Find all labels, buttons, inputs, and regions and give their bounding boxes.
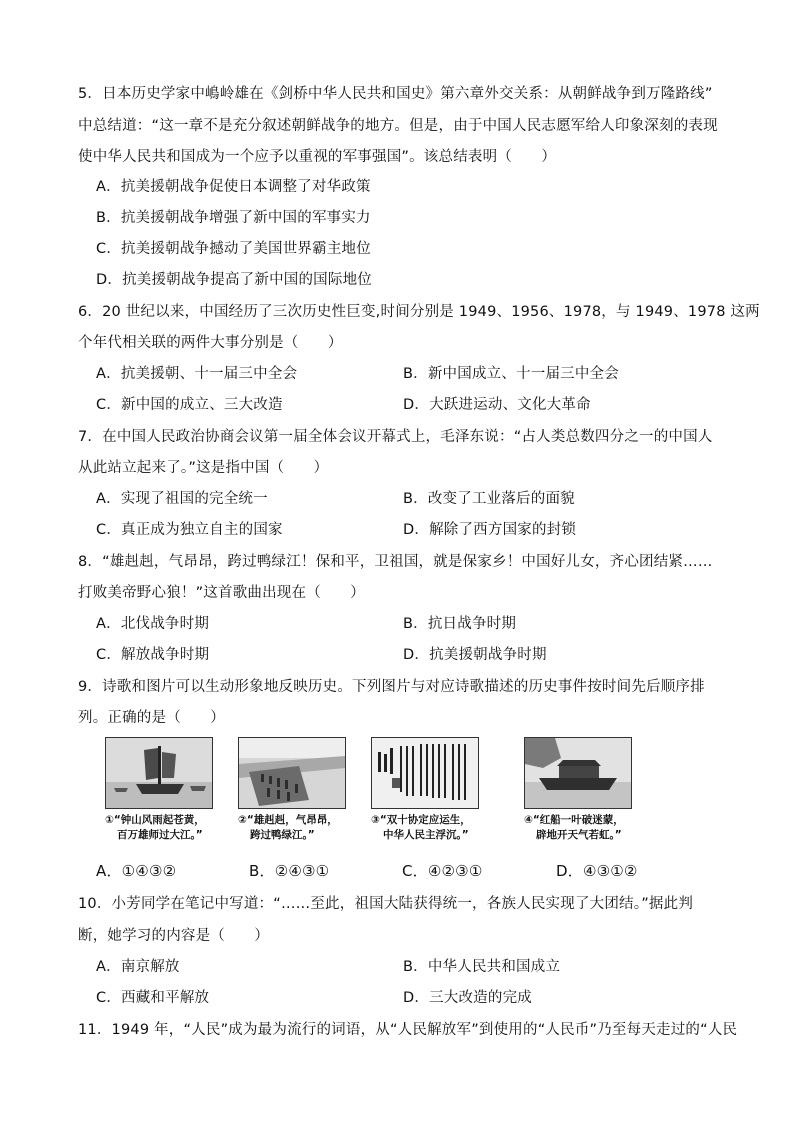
q5-option-b[interactable]: B．抗美援朝战争增强了新中国的军事实力	[96, 210, 371, 226]
q8-option-b[interactable]: B．抗日战争时期	[403, 616, 517, 632]
q5-option-a[interactable]: A．抗美援朝战争促使日本调整了对华政策	[96, 179, 371, 195]
q7-option-d[interactable]: D．解除了西方国家的封锁	[403, 522, 577, 538]
q7-stem-line1: 7．在中国人民政治协商会议第一届全体会议开幕式上，毛泽东说：“占人类总数四分之一的中国人	[78, 429, 713, 445]
q8-option-d[interactable]: D．抗美援朝战争时期	[403, 647, 547, 663]
q9-caption-3-line1: ③“双十协定应运生，	[371, 814, 471, 826]
q9-caption-2-line1: ②“雄赳赳，气昂昂，	[238, 814, 338, 826]
q9-option-a[interactable]: A．①④③②	[96, 862, 177, 880]
q11-stem-line1: 11．1949 年，“人民”成为最为流行的词语，从“人民解放军”到使用的“人民币”乃至每天走过的“人民	[78, 1022, 738, 1038]
q10-option-b[interactable]: B．中华人民共和国成立	[403, 959, 561, 975]
q9-caption-1-line2: 百万雄师过大江。”	[117, 829, 203, 841]
q8-option-a[interactable]: A．北伐战争时期	[96, 616, 210, 632]
q8-option-c[interactable]: C．解放战争时期	[96, 647, 210, 663]
q9-stem-line2: 列。正确的是（ ）	[78, 710, 225, 726]
q8-stem-line2: 打败美帝野心狼！”这首歌曲出现在（ ）	[78, 585, 366, 601]
q7-option-a[interactable]: A．实现了祖国的完全统一	[96, 491, 268, 507]
q9-option-c[interactable]: C．④②③①	[402, 862, 483, 880]
q7-stem-line2: 从此站立起来了。”这是指中国（ ）	[78, 460, 329, 476]
q6-option-d[interactable]: D．大跃进运动、文化大革命	[403, 397, 591, 413]
troops-crossing-photo-icon	[238, 737, 346, 809]
q9-image-2	[238, 737, 346, 843]
q6-option-c[interactable]: C．新中国的成立、三大改造	[96, 397, 283, 413]
q9-image-strip	[100, 737, 660, 855]
q9-caption-4-line1: ④“红船一叶破迷蒙，	[524, 814, 624, 826]
q6-stem-line1: 6．20 世纪以来，中国经历了三次历史性巨变,时间分别是 1949、1956、1978，与 1949、1978 这两	[78, 304, 760, 320]
q9-caption-1-line1: ①“钟山风雨起苍黄，	[105, 814, 205, 826]
q5-option-c[interactable]: C．抗美援朝战争撼动了美国世界霸主地位	[96, 241, 371, 257]
q7-option-c[interactable]: C．真正成为独立自主的国家	[96, 522, 283, 538]
q5-option-d[interactable]: D．抗美援朝战争提高了新中国的国际地位	[96, 272, 372, 288]
q9-image-1	[105, 737, 213, 843]
q5-stem-line3: 使中华人民共和国成为一个应予以重视的军事强国”。该总结表明（ ）	[78, 149, 557, 165]
red-boat-photo-icon	[524, 737, 632, 809]
ship-photo-icon	[105, 737, 213, 809]
q10-option-a[interactable]: A．南京解放	[96, 959, 180, 975]
q10-stem-line1: 10．小芳同学在笔记中写道：“……至此，祖国大陆获得统一，各族人民实现了大团结。”据此判	[78, 896, 694, 912]
q6-stem-line2: 个年代相关联的两件大事分别是（ ）	[78, 335, 343, 351]
q10-option-d[interactable]: D．三大改造的完成	[403, 990, 532, 1006]
q9-caption-4-line2: 辟地开天气若虹。”	[536, 829, 622, 841]
q9-option-d[interactable]: D．④③①②	[556, 862, 638, 880]
q10-stem-line2: 断，她学习的内容是（ ）	[78, 928, 270, 944]
q9-stem-line1: 9．诗歌和图片可以生动形象地反映历史。下列图片与对应诗歌描述的历史事件按时间先后顺序排	[78, 679, 705, 695]
q7-option-b[interactable]: B．改变了工业落后的面貌	[403, 491, 575, 507]
document-photo-icon	[371, 737, 479, 809]
q9-image-4	[524, 737, 632, 843]
q10-option-c[interactable]: C．西藏和平解放	[96, 990, 210, 1006]
q9-caption-3-line2: 中华人民主浮沉。”	[383, 829, 469, 841]
q6-option-b[interactable]: B．新中国成立、十一届三中全会	[403, 366, 619, 382]
q9-caption-2-line2: 跨过鸭绿江。”	[250, 829, 315, 841]
q9-option-b[interactable]: B．②④③①	[249, 862, 330, 880]
q5-stem-line2: 中总结道：“这一章不是充分叙述朝鲜战争的地方。但是，由于中国人民志愿军给人印象深刻的表现	[78, 118, 718, 134]
q8-stem-line1: 8．“雄赳赳，气昂昂，跨过鸭绿江！保和平，卫祖国，就是保家乡！中国好儿女，齐心团结紧……	[78, 554, 713, 570]
q6-option-a[interactable]: A．抗美援朝、十一届三中全会	[96, 366, 298, 382]
q9-image-3	[371, 737, 479, 843]
q5-stem-line1: 5．日本历史学家中嶋岭雄在《剑桥中华人民共和国史》第六章外交关系：从朝鲜战争到万隆路线”	[78, 86, 713, 102]
